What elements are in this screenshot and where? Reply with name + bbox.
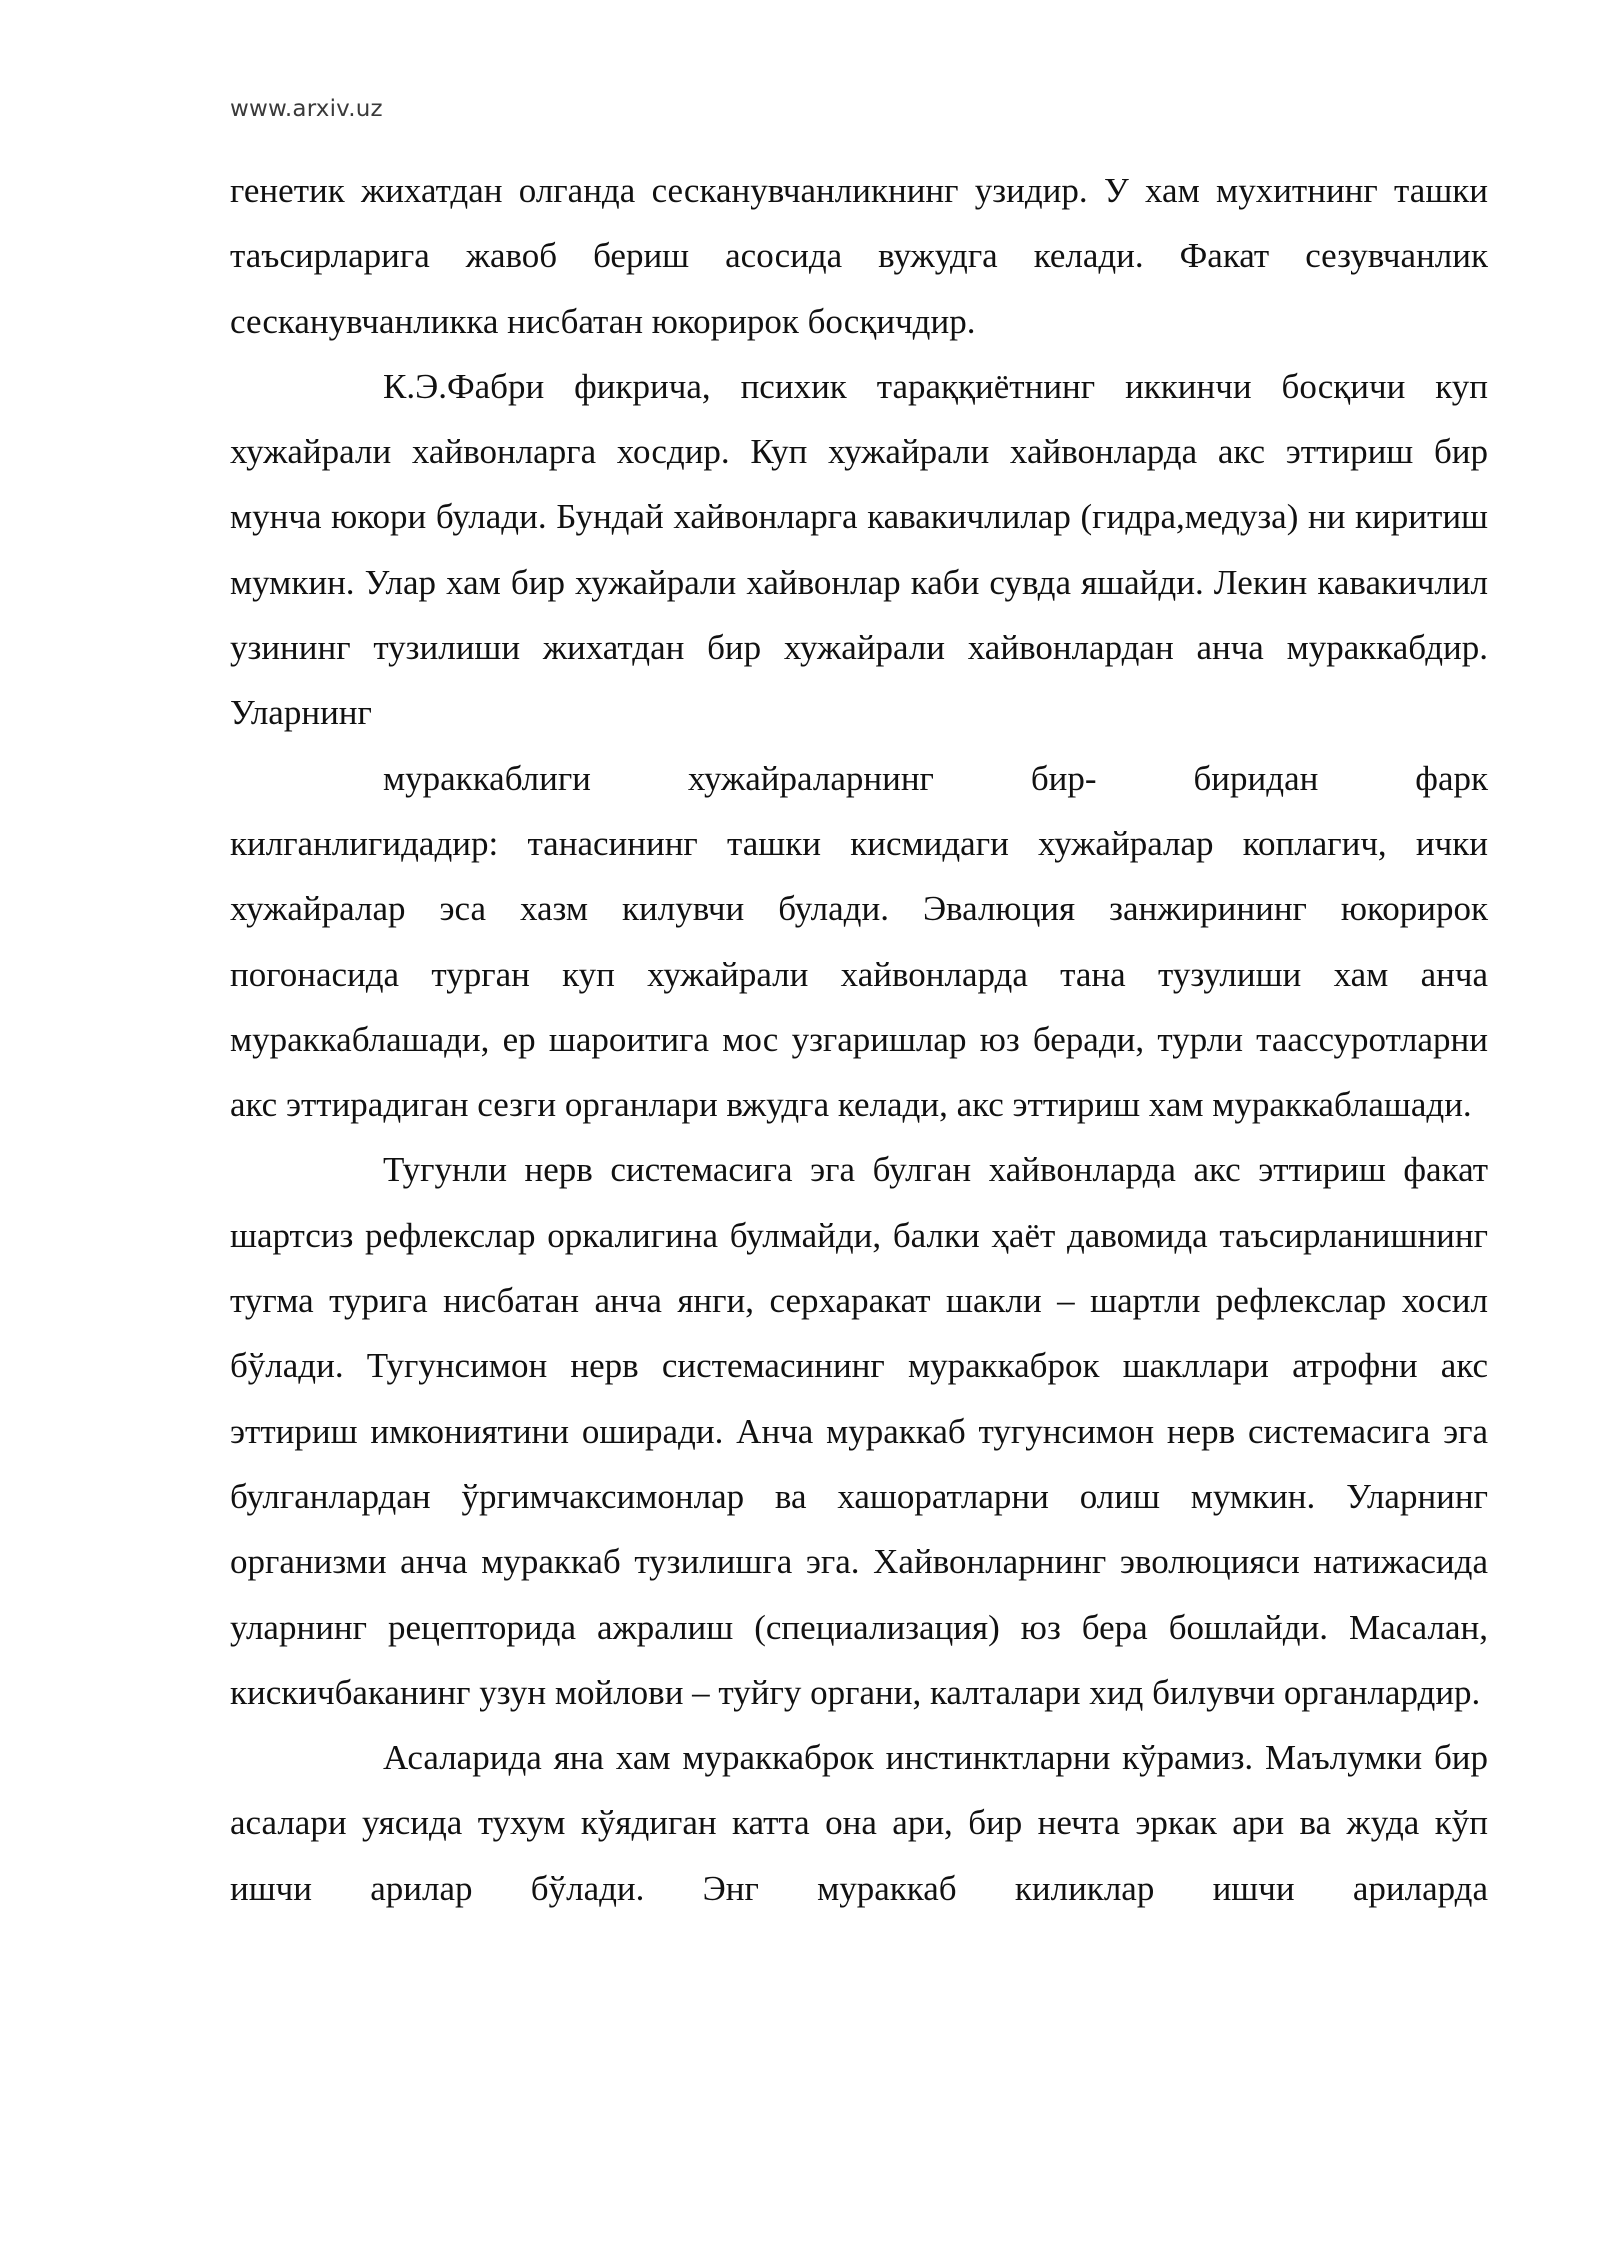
paragraph-5: Тугунли нерв системасига эга булган хайвонларда акс эттириш факат шартсиз рефлекслар оркалигина булмайди, балки ҳаёт давомида таъсирланишнинг тугма турига нисбатан анча янги, серхаракат шакли – шартли рефлекслар хосил бўлади. Тугунсимон нерв системасининг мураккаброк шакллари атрофни акс эттириш имкониятини оширади. Анча мураккаб тугунсимон нерв системасига эга булганлардан ўргимчаксимонлар ва хашоратларни олиш мумкин. Уларнинг организми анча мураккаб тузилишга эга. Хайвонларнинг эволюцияси натижасида уларнинг рецепторида ажралиш (специализация) юз бера бошлайди. Масалан, кискичбаканинг узун мойлови – туйгу органи, калталари хид билувчи органлардир. bbox=[230, 1150, 1488, 1712]
paragraph-4: килганлигидадир: танасининг ташки кисмидаги хужайралар коплагич, ички хужайралар эса хазм килувчи булади. Эвалюция занжирининг юкорирок погонасида турган куп хужайрали хайвонларда тана тузулиши хам анча мураккаблашади, ер шароитига мос узгаришлар юз беради, турли таассуротларни акс эттирадиган сезги органлари вжудга келади, акс эттириш хам мураккаблашади. bbox=[230, 823, 1488, 1125]
document-body bbox=[230, 158, 1488, 1921]
paragraph-6: Асаларида яна хам мураккаброк инстинктларни кўрамиз. Маълумки бир асалари уясида тухум кўядиган катта она ари, бир нечта эркак ари ва жуда кўп ишчи арилар бўлади. Энг мураккаб киликлар ишчи ариларда bbox=[230, 1738, 1488, 1908]
header-url: www.arxiv.uz bbox=[230, 96, 383, 122]
paragraph-2: К.Э.Фабри фикрича, психик тараққиётнинг иккинчи босқичи куп хужайрали хайвонларга хосдир. Куп хужайрали хайвонларда акс эттириш бир мунча юкори булади. Бундай хайвонларга кавакичлилар (гидра,медуза) ни киритиш мумкин. Улар хам бир хужайрали хайвонлар каби сувда яшайди. Лекин кавакичлил узининг тузилиши жихатдан бир хужайрали хайвонлардан анча мураккабдир. Уларнинг bbox=[230, 366, 1488, 733]
paragraph-3: мураккаблиги хужайраларнинг бир- биридан фарк bbox=[383, 758, 1488, 798]
paragraph-1: генетик жихатдан олганда сесканувчанликнинг узидир. У хам мухитнинг ташки таъсирларига жавоб бериш асосида вужудга келади. Факат сезувчанлик сесканувчанликка нисбатан юкорирок босқичдир. bbox=[230, 171, 1488, 341]
